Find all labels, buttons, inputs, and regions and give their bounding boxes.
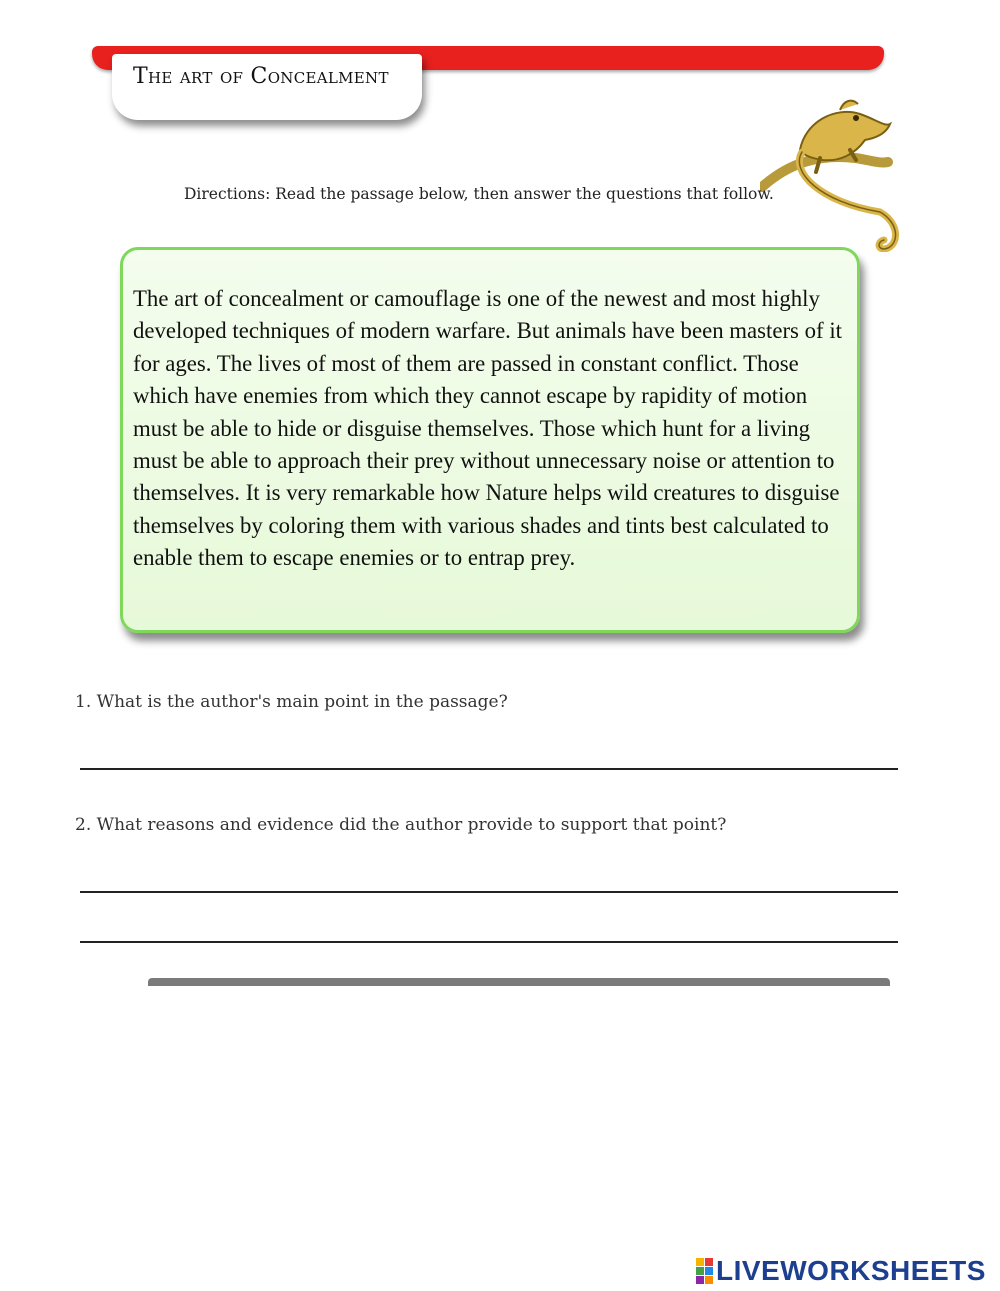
footer-divider	[148, 978, 890, 986]
question-1: 1. What is the author's main point in the passage?	[75, 692, 508, 712]
chameleon-illustration	[760, 92, 900, 252]
answer-line-2[interactable]	[80, 891, 898, 893]
answer-line-3[interactable]	[80, 941, 898, 943]
logo-blocks-icon	[696, 1258, 713, 1284]
liveworksheets-logo	[696, 1255, 986, 1287]
answer-line-1[interactable]	[80, 768, 898, 770]
worksheet-title: The art of Concealment	[133, 64, 389, 89]
logo-text: LIVEWORKSHEETS	[716, 1255, 986, 1286]
question-2: 2. What reasons and evidence did the author provide to support that point?	[75, 815, 727, 835]
passage-text: The art of concealment or camouflage is one of the newest and most highly developed techniques of modern warfare. But animals have been masters of it for ages. The lives of most of them are passed in constant conflict. Those which have enemies from which they cannot escape by rapidity of motion must be able to hide or disguise themselves. Those which hunt for a living must be able to approach their prey without unnecessary noise or attention to themselves. It is very remarkable how Nature helps wild creatures to disguise themselves by coloring them with various shades and tints best calculated to enable them to escape enemies or to entrap prey.	[133, 286, 842, 571]
directions-text: Directions: Read the passage below, then answer the questions that follow.	[184, 185, 774, 203]
